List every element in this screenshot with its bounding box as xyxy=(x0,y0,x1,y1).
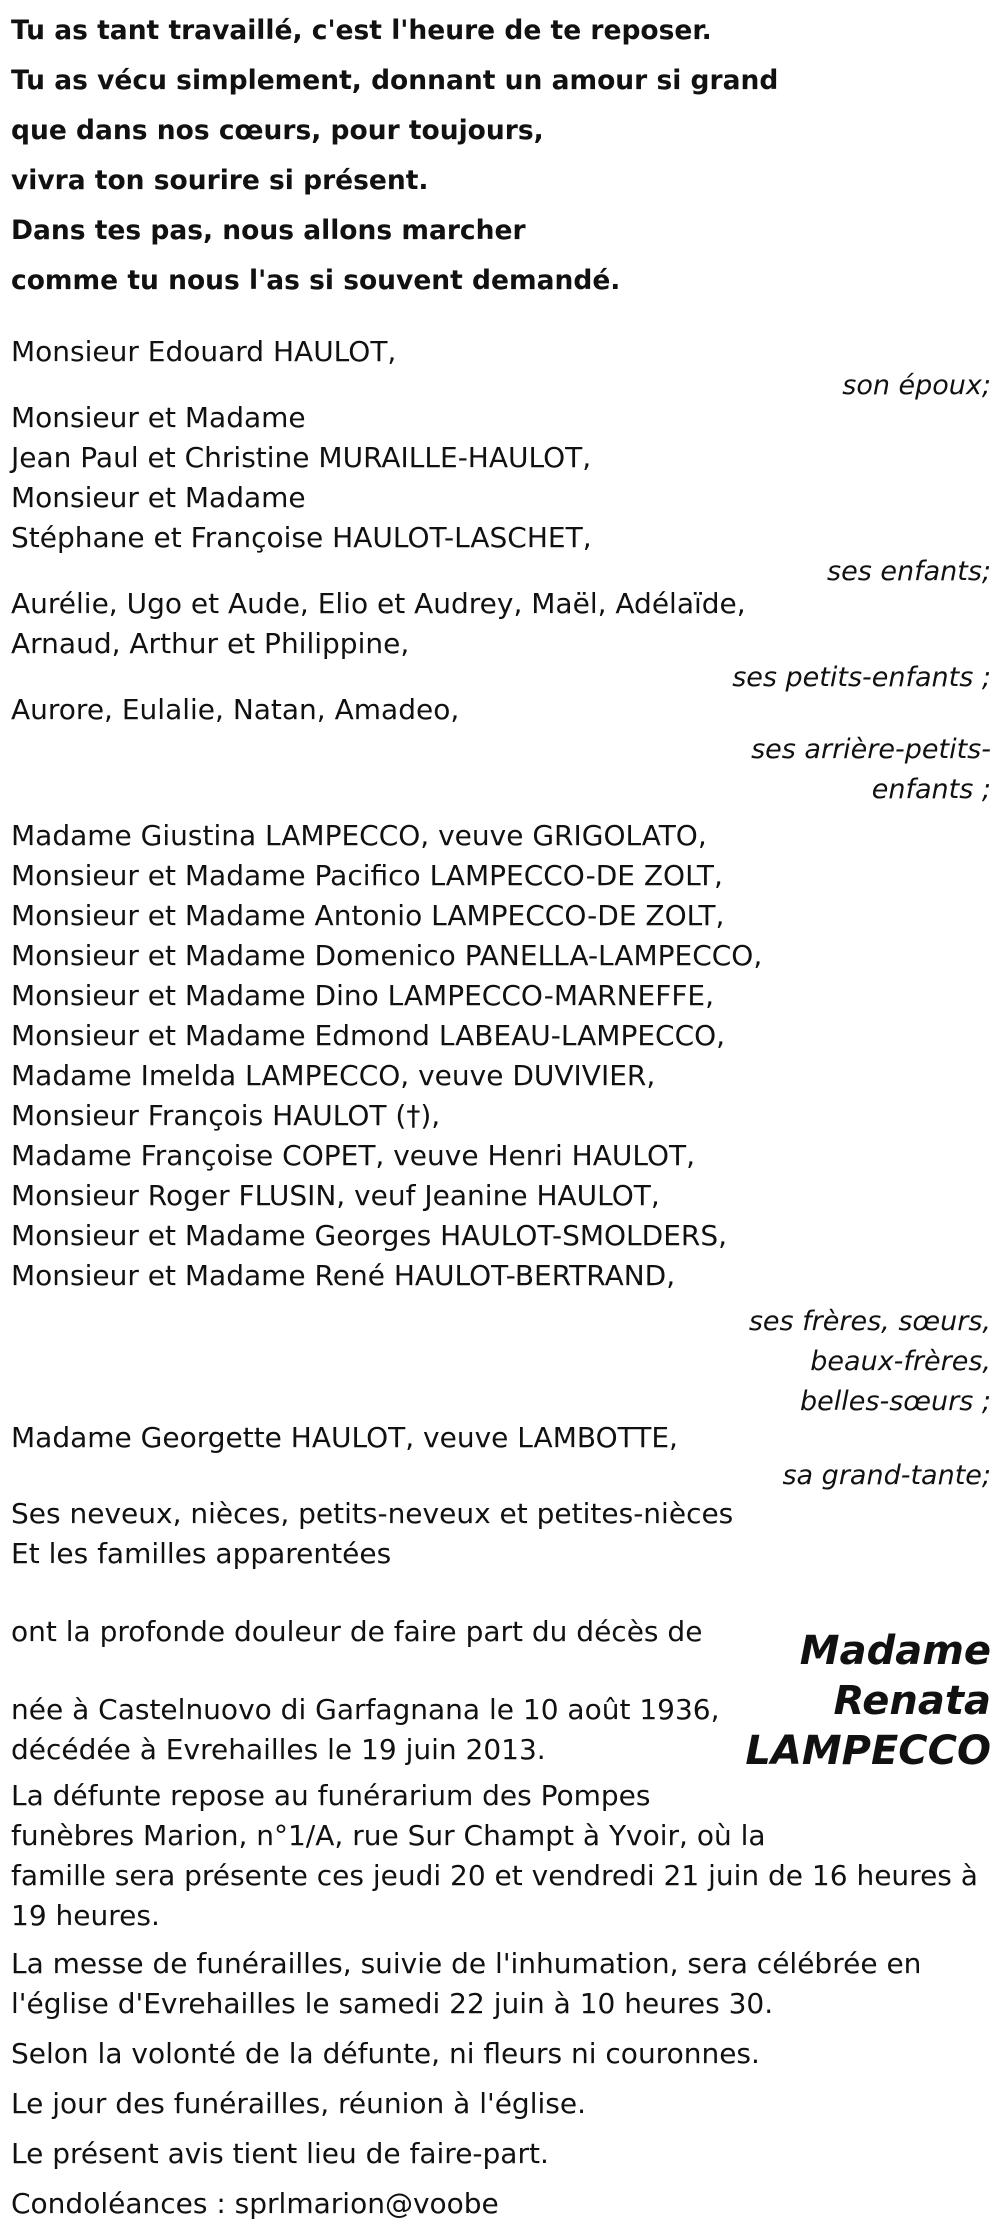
extended-family xyxy=(11,1494,991,1574)
poem-line: vivra ton sourire si présent. xyxy=(11,165,429,196)
repose-paragraph xyxy=(11,1776,991,1936)
mourner-name: Aurélie, Ugo et Aude, Elio et Audrey, Maël, Adélaïde, xyxy=(11,587,746,620)
condolences: Condoléances : sprlmarion@voobe xyxy=(11,2187,499,2220)
mourner-name: Jean Paul et Christine MURAILLE-HAULOT, xyxy=(11,441,592,474)
relation-label: ses petits-enfants ; xyxy=(732,662,991,693)
deceased-name xyxy=(745,1626,991,1776)
group-children xyxy=(11,398,991,592)
relation-label: enfants ; xyxy=(871,774,991,805)
mourner-name: Monsieur et Madame René HAULOT-BERTRAND, xyxy=(11,1259,676,1292)
relation-label: ses arrière-petits- xyxy=(751,734,991,765)
group-great-aunt xyxy=(11,1418,991,1496)
obituary-notice xyxy=(11,0,991,2224)
meeting-note: Le jour des funérailles, réunion à l'église. xyxy=(11,2087,586,2120)
mourner-name: Monsieur Roger FLUSIN, veuf Jeanine HAULOT, xyxy=(11,1179,660,1212)
repose-line: funèbres Marion, n°1/A, rue Sur Champt à Yvoir, où la xyxy=(11,1819,766,1852)
poem-line: Tu as vécu simplement, donnant un amour si grand xyxy=(11,65,779,96)
funeral-mass: La messe de funérailles, suivie de l'inhumation, sera célébrée en l'église d'Evrehailles le samedi 22 juin à 10 heures 30. xyxy=(11,1947,922,2020)
mourner-name: Monsieur et Madame Georges HAULOT-SMOLDERS, xyxy=(11,1219,728,1252)
mourner-name: Aurore, Eulalie, Natan, Amadeo, xyxy=(11,693,460,726)
relation-label: sa grand-tante; xyxy=(782,1460,991,1491)
mourner-name: Monsieur et Madame Pacifico LAMPECCO-DE ZOLT, xyxy=(11,859,723,892)
mourner-name: Monsieur François HAULOT (†), xyxy=(11,1099,441,1132)
relation-label: ses enfants; xyxy=(827,556,991,587)
repose-line: La défunte repose au funérarium des Pompes xyxy=(11,1779,651,1812)
mourner-name: Monsieur Edouard HAULOT, xyxy=(11,335,397,368)
mourner-name: Monsieur et Madame Antonio LAMPECCO-DE ZOLT, xyxy=(11,899,725,932)
notice-note: Le présent avis tient lieu de faire-part. xyxy=(11,2137,549,2170)
repose-line: famille sera présente ces jeudi 20 et vendredi 21 juin de 16 heures à 19 heures. xyxy=(11,1859,978,1932)
poem xyxy=(11,6,991,306)
flowers-note: Selon la volonté de la défunte, ni fleurs ni couronnes. xyxy=(11,2037,760,2070)
birth-line: née à Castelnuovo di Garfagnana le 10 août 1936, xyxy=(11,1693,720,1726)
group-siblings xyxy=(11,816,991,1422)
mourner-name: Madame Françoise COPET, veuve Henri HAULOT, xyxy=(11,1139,696,1172)
mourner-name: Monsieur et Madame xyxy=(11,481,306,514)
mourner-name: Monsieur et Madame xyxy=(11,401,306,434)
group-spouse xyxy=(11,332,991,406)
relation-label: son époux; xyxy=(842,370,991,401)
mourner-name: Madame Georgette HAULOT, veuve LAMBOTTE, xyxy=(11,1421,678,1454)
mourner-name: Monsieur et Madame Domenico PANELLA-LAMPECCO, xyxy=(11,939,763,972)
announcement-text: ont la profonde douleur de faire part du décès de xyxy=(11,1615,703,1648)
deceased-last-name: LAMPECCO xyxy=(745,1728,991,1774)
relation-label: beaux-frères, xyxy=(810,1346,991,1377)
relation-label: ses frères, sœurs, xyxy=(748,1306,991,1337)
deceased-title: Madame xyxy=(799,1628,991,1674)
poem-line: que dans nos cœurs, pour toujours, xyxy=(11,115,544,146)
mourner-name: Monsieur et Madame Dino LAMPECCO-MARNEFFE, xyxy=(11,979,715,1012)
mourner-name: Monsieur et Madame Edmond LABEAU-LAMPECCO, xyxy=(11,1019,726,1052)
mourner-name: Madame Giustina LAMPECCO, veuve GRIGOLATO, xyxy=(11,819,707,852)
mourner-name: Madame Imelda LAMPECCO, veuve DUVIVIER, xyxy=(11,1059,656,1092)
family-line: Et les familles apparentées xyxy=(11,1537,392,1570)
poem-line: Tu as tant travaillé, c'est l'heure de te reposer. xyxy=(11,15,712,46)
mourner-name: Arnaud, Arthur et Philippine, xyxy=(11,627,410,660)
group-great-grandchildren xyxy=(11,690,991,810)
mourner-name: Stéphane et Françoise HAULOT-LASCHET, xyxy=(11,521,592,554)
deceased-first-name: Renata xyxy=(833,1678,991,1724)
family-line: Ses neveux, nièces, petits-neveux et petites-nièces xyxy=(11,1497,734,1530)
death-line: décédée à Evrehailles le 19 juin 2013. xyxy=(11,1733,546,1766)
poem-line: comme tu nous l'as si souvent demandé. xyxy=(11,265,621,296)
group-grandchildren xyxy=(11,584,991,698)
relation-label: belles-sœurs ; xyxy=(800,1386,991,1417)
poem-line: Dans tes pas, nous allons marcher xyxy=(11,215,526,246)
